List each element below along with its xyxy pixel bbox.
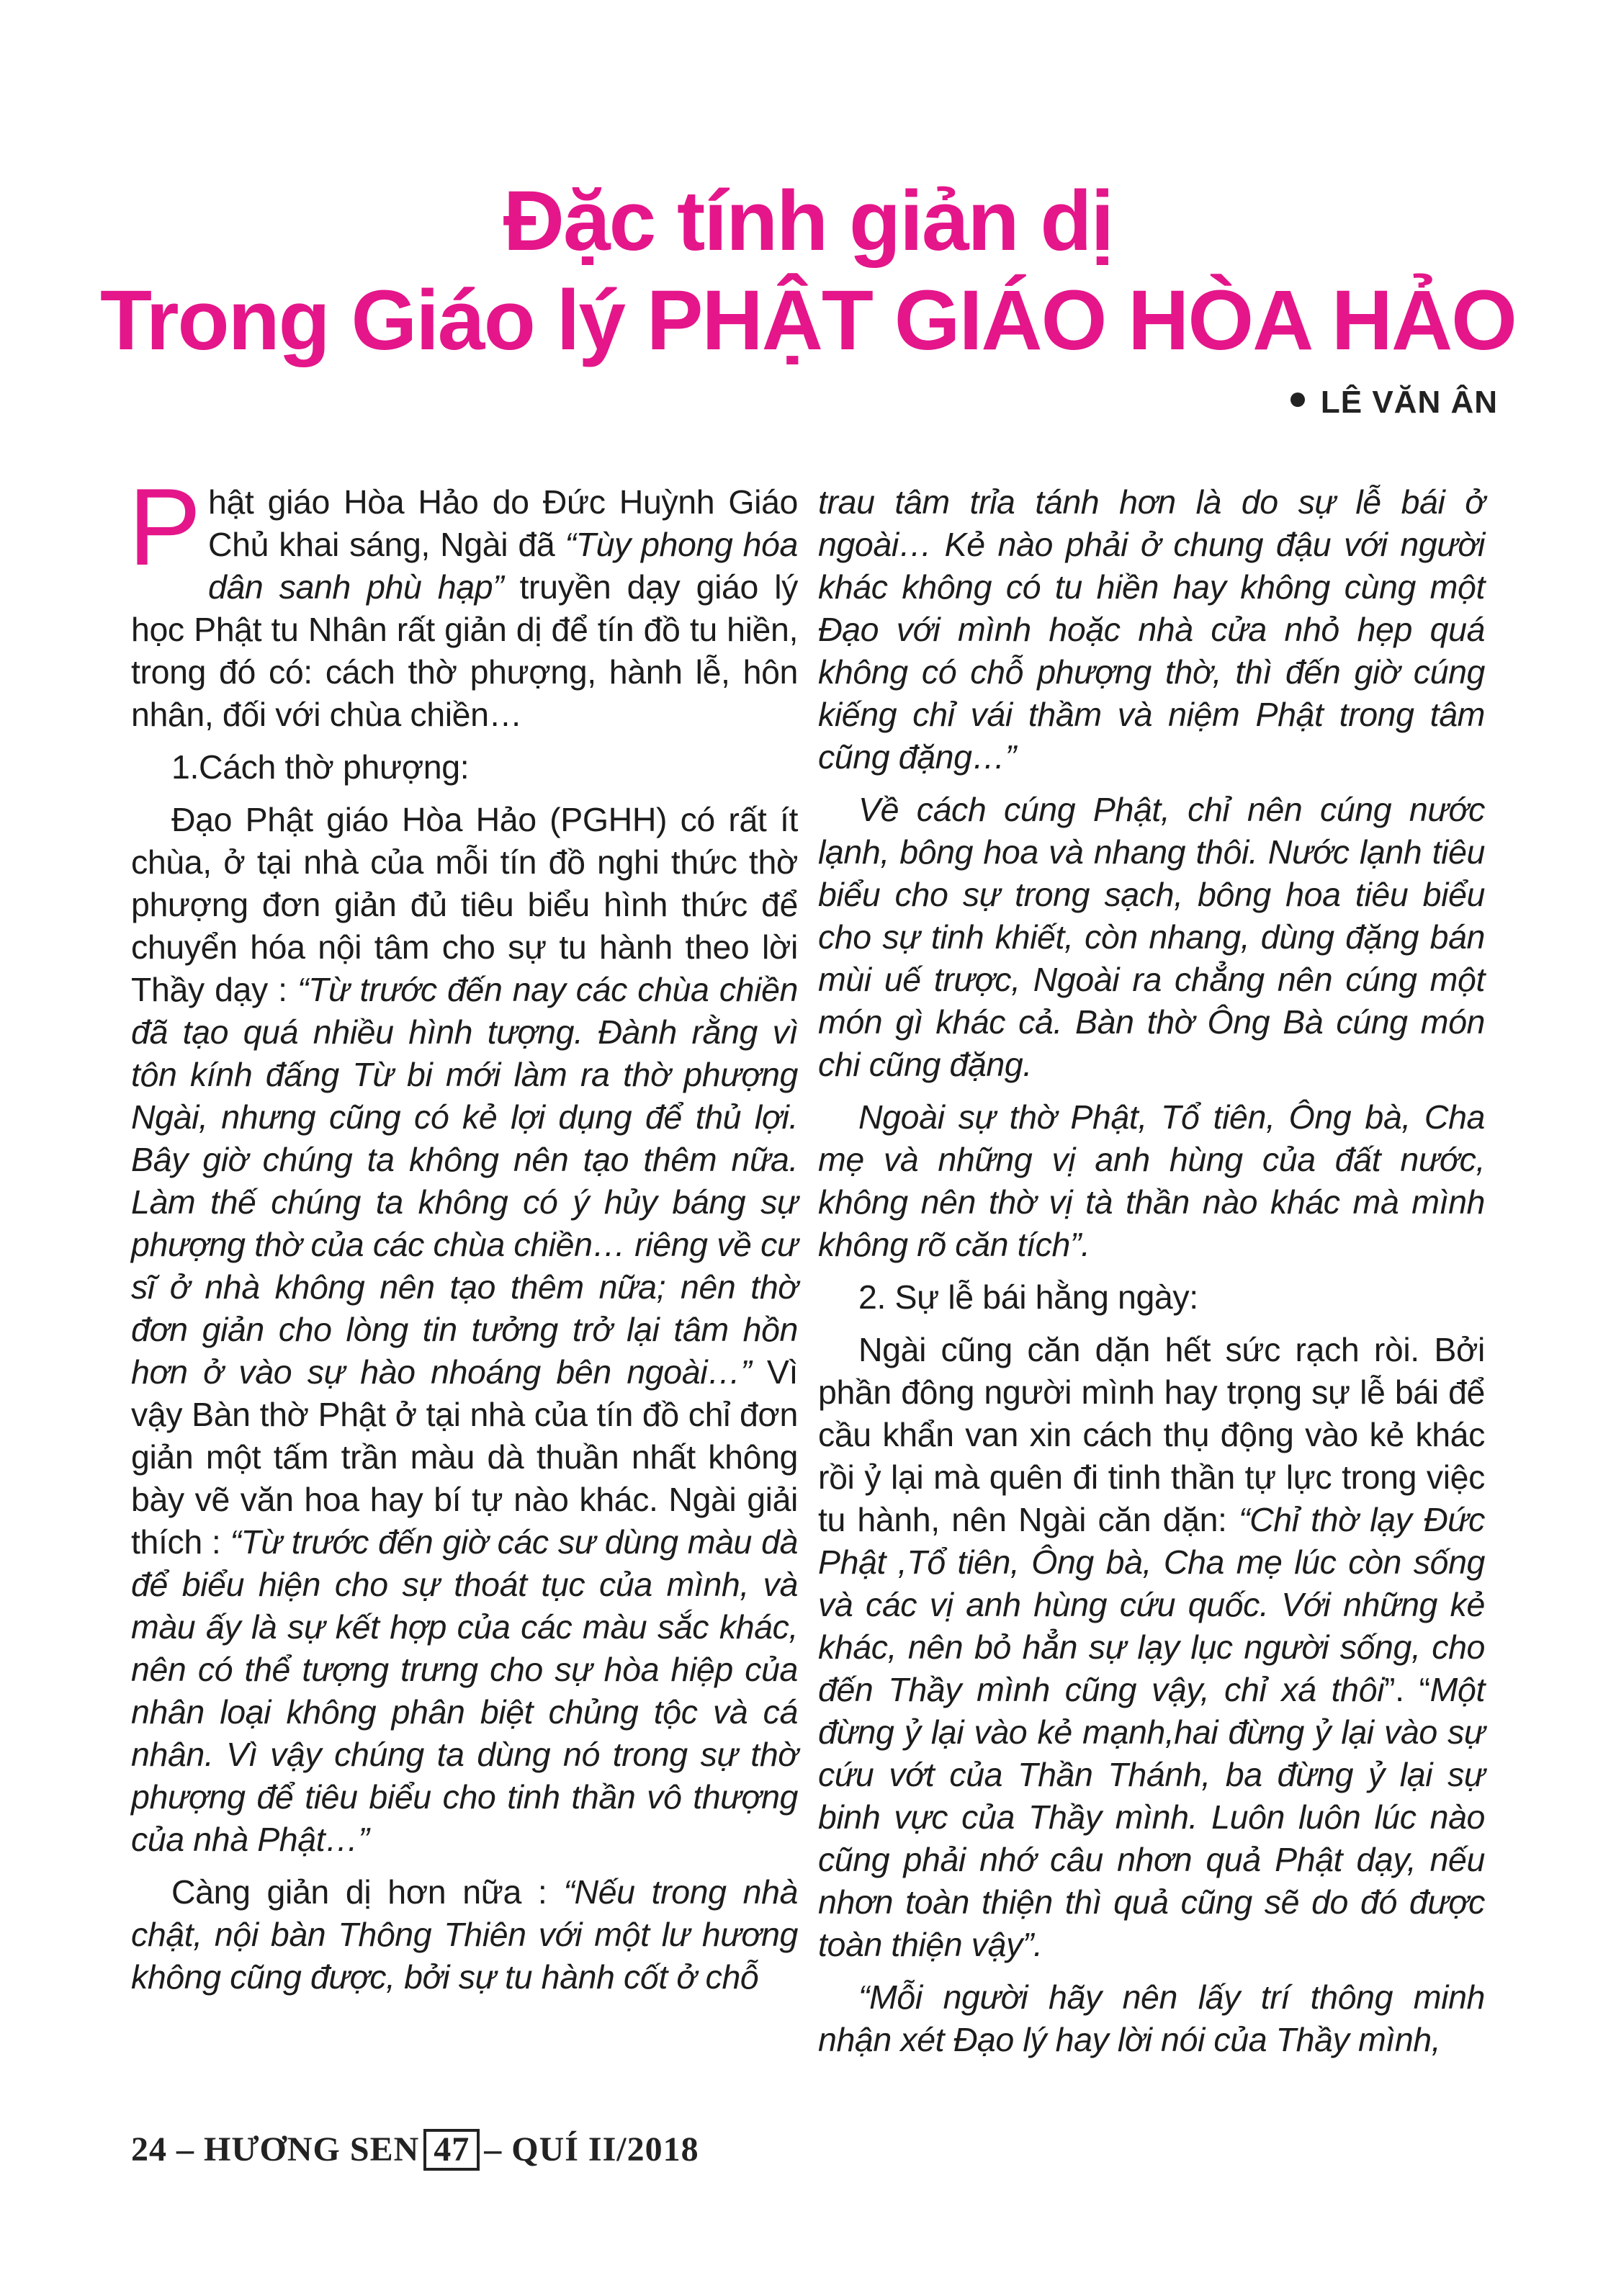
page-footer: [131, 2129, 699, 2171]
paragraph: [131, 1871, 798, 1999]
paragraph: [818, 481, 1485, 779]
paragraph: [818, 1329, 1485, 1966]
quote: “Từ trước đến giờ các sư dùng màu dà để biểu hiện cho sự thoát tục của mình, và màu ấy là sự kết hợp của các màu sắc khác, nên có thể tượng trưng cho sự hòa hiệp của nhân loại không phân biệt chủng tộc và cá nhân. Vì vậy chúng ta dùng nó trong sự thờ phượng để tiêu biểu cho tinh thần vô thượng của nhà Phật…”: [131, 1523, 798, 1858]
column-left: [128, 466, 799, 2009]
separator: –: [176, 2130, 194, 2169]
text: ”. “: [1384, 1671, 1430, 1708]
quote: “Chỉ thờ lạy Đức Phật ,Tổ tiên, Ông bà, Cha mẹ lúc còn sống và các vị anh hùng cứu quốc. Với những kẻ khác, nên bỏ hẳn sự lạy lục người sống, cho đến Thầy mình cũng vậy, chỉ xá thôi: [818, 1501, 1485, 1708]
issue-date: QUÍ II/2018: [511, 2130, 699, 2169]
column-right: [818, 481, 1485, 2071]
quote: Về cách cúng Phật, chỉ nên cúng nước lạnh, bông hoa và nhang thôi. Nước lạnh tiêu biểu cho sự trong sạch, bông hoa tiêu biểu cho sự tinh khiết, còn nhang, dùng đặng bán mùi uế trược, Ngoài ra chẳng nên cúng một món gì khác cả. Bàn thờ Ông Bà cúng món chi cũng đặng.: [818, 791, 1485, 1083]
text: hật giáo Hòa Hảo do Đức Huỳnh Giáo Chủ khai sáng, Ngài đã: [207, 483, 798, 563]
article-title-line-2: Trong Giáo lý PHẬT GIÁO HÒA HẢO: [100, 273, 1516, 368]
bullet-icon: [1290, 393, 1305, 407]
separator: –: [484, 2130, 503, 2169]
text: Vì vậy Bàn thờ Phật ở tại nhà của tín đồ chỉ đơn giản một tấm trần màu dà thuần nhất không bày vẽ văn hoa hay bí tự nào khác. Ngài giải thích :: [131, 1353, 798, 1561]
drop-cap: P: [128, 466, 201, 588]
paragraph: [818, 1096, 1485, 1266]
paragraph: [131, 799, 798, 1861]
quote: “Từ trước đến nay các chùa chiền đã tạo quá nhiều hình tượng. Đành rằng vì tôn kính đấng Từ bi mới làm ra thờ phượng Ngài, nhưng cũng có kẻ lợi dụng để thủ lợi. Bây giờ chúng ta không nên tạo thêm nữa. Làm thế chúng ta không có ý hủy báng sự phượng thờ của các chùa chiền… riêng về cư sĩ ở nhà không nên tạo thêm nữa; nên thờ đơn giản cho lòng tin tưởng trở lại tâm hồn hơn ở vào sự hào nhoáng bên ngoài…”: [131, 971, 798, 1391]
paragraph: [128, 466, 799, 736]
magazine-name: HƯƠNG SEN: [204, 2130, 420, 2169]
paragraph: [818, 1976, 1485, 2061]
text: Ngài cũng căn dặn hết sức rạch ròi. Bởi phần đông người mình hay trọng sự lễ bái để cầu khẩn van xin cách thụ động vào kẻ khác rồi ỷ lại mà quên đi tinh thần tự lực trong việc tu hành, nên Ngài căn dặn:: [818, 1331, 1485, 1538]
byline: [1290, 385, 1498, 421]
quote: Ngoài sự thờ Phật, Tổ tiên, Ông bà, Cha mẹ và những vị anh hùng của đất nước, không nên thờ vị tà thần nào khác mà mình không rõ căn tích”.: [818, 1098, 1485, 1263]
quote: “Mỗi người hãy nên lấy trí thông minh nhận xét Đạo lý hay lời nói của Thầy mình,: [818, 1978, 1485, 2058]
issue-number: 47: [423, 2129, 480, 2171]
paragraph: [818, 789, 1485, 1086]
quote: trau tâm trỉa tánh hơn là do sự lễ bái ở ngoài… Kẻ nào phải ở chung đậu với người khác không có tu hiền hay không cùng một Đạo với mình hoặc nhà cửa nhỏ hẹp quá không có chỗ phượng thờ, thì đến giờ cúng kiếng chỉ vái thầm và niệm Phật trong tâm cũng đặng…”: [818, 483, 1485, 776]
quote: “Nếu trong nhà chật, nội bàn Thông Thiên với một lư hương không cũng được, bởi sự tu hành cốt ở chỗ: [131, 1873, 798, 1996]
section-heading: 2. Sự lễ bái hằng ngày:: [858, 1278, 1198, 1316]
quote: Một đừng ỷ lại vào kẻ mạnh,hai đừng ỷ lại vào sự cứu vớt của Thần Thánh, ba đừng ỷ lại sự binh vực của Thầy mình. Luôn luôn lúc nào cũng phải nhớ câu nhơn quả Phật dạy, nếu nhơn toàn thiện thì quả cũng sẽ do đó được toàn thiện vậy”.: [818, 1671, 1485, 1963]
article-title-line-1: Đặc tính giản dị: [503, 174, 1113, 269]
text: Đạo Phật giáo Hòa Hảo (PGHH) có rất ít chùa, ở tại nhà của mỗi tín đồ nghi thức thờ phượng đơn giản đủ tiêu biểu hình thức để chuyển hóa nội tâm cho sự tu hành theo lời Thầy dạy :: [131, 801, 798, 1008]
section-heading: 1.Cách thờ phượng:: [171, 748, 470, 786]
text: truyền dạy giáo lý học Phật tu Nhân rất giản dị để tín đồ tu hiền, trong đó có: cách thờ phượng, hành lễ, hôn nhân, đối với chùa chiền…: [131, 568, 799, 733]
text: Càng giản dị hơn nữa :: [171, 1873, 564, 1911]
page-number: 24: [131, 2130, 167, 2169]
quote: “Tùy phong hóa dân sanh phù hạp”: [207, 526, 798, 606]
author-name: LÊ VĂN ÂN: [1320, 385, 1498, 420]
